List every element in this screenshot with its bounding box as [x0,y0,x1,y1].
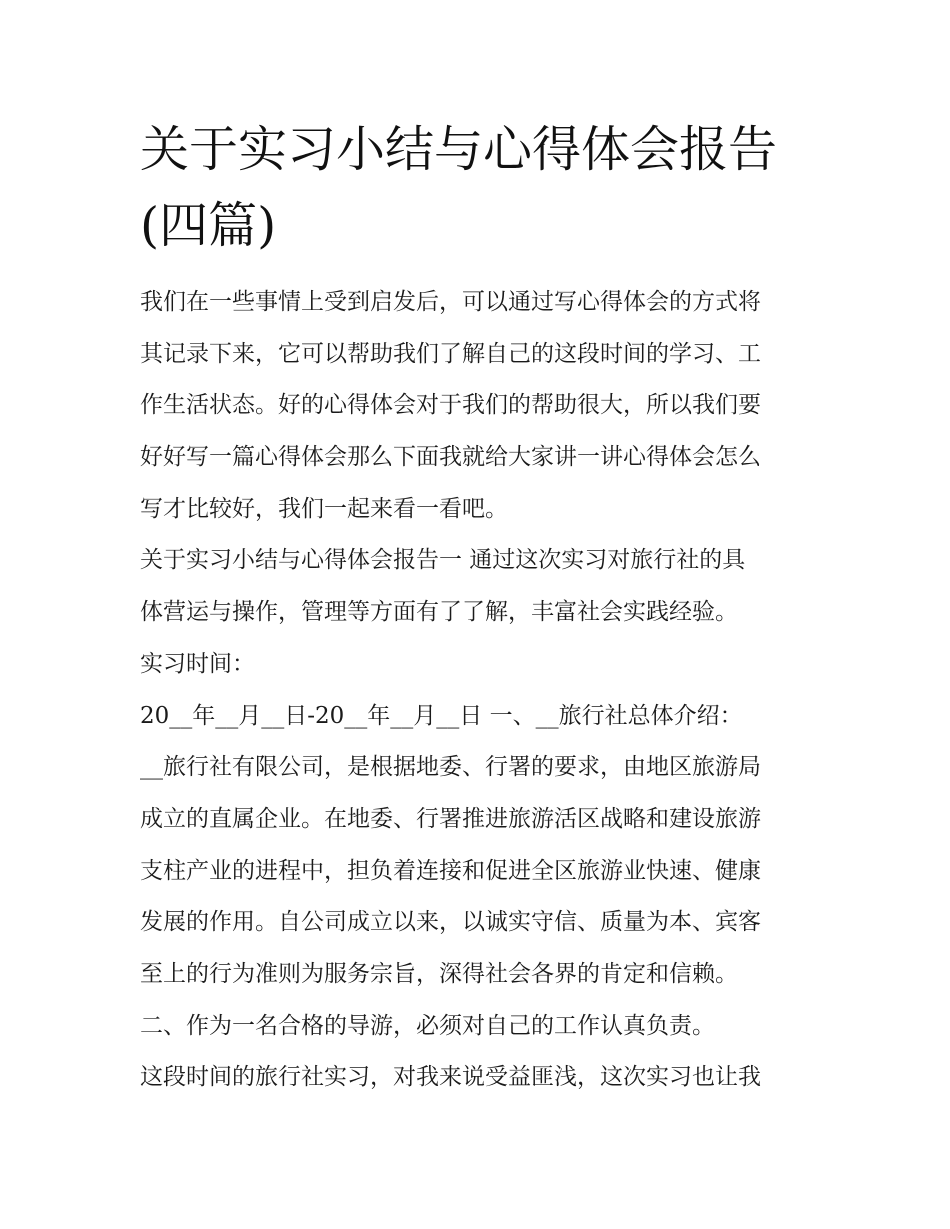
paragraph-line: 这段时间的旅行社实习，对我来说受益匪浅，这次实习也让我 [140,1064,761,1091]
paragraph-line: 至上的行为准则为服务宗旨，深得社会各界的肯定和信赖。 [140,960,738,987]
paragraph-line: 二、作为一名合格的导游，必须对自己的工作认真负责。 [140,1012,715,1039]
paragraph-line: 关于实习小结与心得体会报告一 通过这次实习对旅行社的具 [140,547,746,574]
paragraph-line: 实习时间： [140,650,255,677]
paragraph-line: 发展的作用。自公司成立以来，以诚实守信、质量为本、宾客 [140,909,761,936]
document-body [140,280,830,1107]
paragraph-line: 其记录下来，它可以帮助我们了解自己的这段时间的学习、工 [140,340,761,367]
paragraph-line: 支柱产业的进程中，担负着连接和促进全区旅游业快速、健康 [140,857,761,884]
document-title [140,112,820,264]
paragraph-line: 写才比较好，我们一起来看一看吧。 [140,495,508,522]
paragraph-line: __旅行社有限公司，是根据地委、行署的要求，由地区旅游局 [140,754,761,781]
title-line-2: (四篇) [140,197,277,254]
paragraph-line: 体营运与操作，管理等方面有了了解，丰富社会实践经验。 [140,599,738,626]
paragraph-line: 作生活状态。好的心得体会对于我们的帮助很大，所以我们要 [140,392,761,419]
paragraph-line: 20__年__月__日-20__年__月__日 一、__旅行社总体介绍： [140,702,743,729]
paragraph-line: 好好写一篇心得体会那么下面我就给大家讲一讲心得体会怎么 [140,444,761,471]
title-line-1: 关于实习小结与心得体会报告 [140,121,778,178]
paragraph-line: 我们在一些事情上受到启发后，可以通过写心得体会的方式将 [140,289,761,315]
paragraph-line: 成立的直属企业。在地委、行署推进旅游活区战略和建设旅游 [140,805,761,832]
